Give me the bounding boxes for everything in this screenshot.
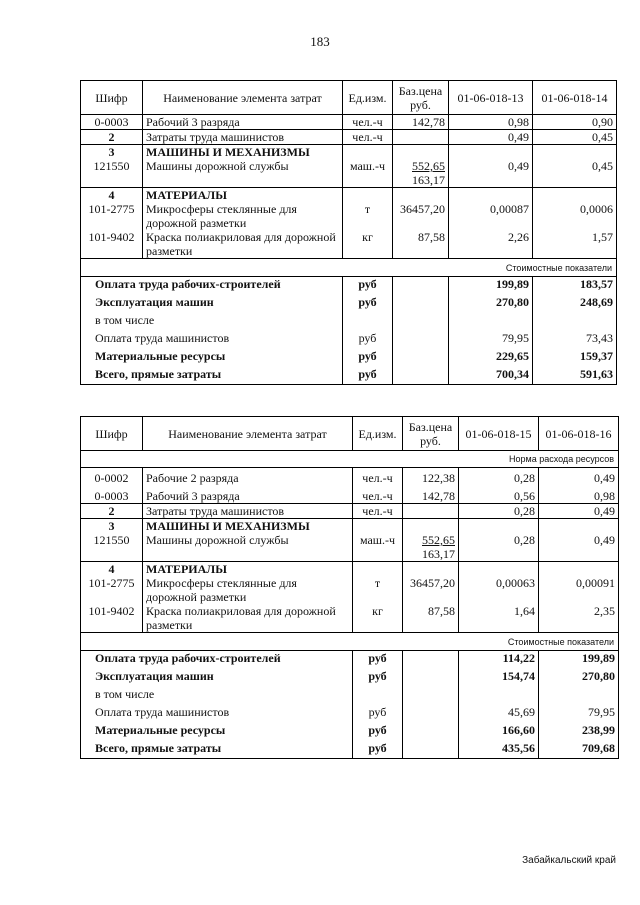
summary-value-2: 79,95 [539,705,619,723]
row-value-2: 0,00091 [539,576,619,604]
table-row [81,533,619,562]
row-unit: кг [343,230,393,259]
row-code: 0-0003 [81,115,143,130]
summary-name: Оплата труда рабочих-строителей [81,277,343,295]
section-title: МАШИНЫ И МЕХАНИЗМЫ [143,519,353,534]
row-name: Затраты труда машинистов [143,130,343,145]
summary-unit: руб [353,723,403,741]
summary-name: Эксплуатация машин [81,295,343,313]
summary-row [81,349,617,367]
summary-value-1: 270,80 [449,295,533,313]
table-row [81,115,617,130]
row-unit: чел.-ч [343,115,393,130]
row-price: 552,65 [412,159,445,173]
summary-value-2: 73,43 [533,331,617,349]
row-price-secondary: 163,17 [422,547,455,561]
summary-name: Оплата труда машинистов [81,705,353,723]
row-price: 87,58 [393,230,449,259]
table-row [81,562,619,577]
table-row [81,145,617,160]
summary-value-2: 591,63 [533,367,617,385]
summary-row [81,313,617,331]
summary-name: в том числе [81,313,343,331]
row-name: Микросферы стеклянные для дорожной разметки [143,202,343,230]
row-price-secondary: 163,17 [412,173,445,187]
row-unit: чел.-ч [343,130,393,145]
row-value-1: 0,49 [449,130,533,145]
header-unit: Ед.изм. [343,81,393,115]
summary-name: Всего, прямые затраты [81,367,343,385]
page-number: 183 [310,34,330,49]
resource-table-1 [80,80,617,385]
table-row [81,486,619,504]
header-column-1: 01-06-018-15 [459,417,539,451]
row-code: 2 [81,130,143,145]
summary-unit: руб [343,367,393,385]
section-title: МАШИНЫ И МЕХАНИЗМЫ [143,145,343,160]
row-value-1: 2,26 [449,230,533,259]
table-row [81,159,617,188]
row-unit: чел.-ч [353,468,403,486]
row-name: Рабочие 2 разряда [143,468,353,486]
row-unit: кг [353,604,403,633]
row-value-1: 0,49 [449,159,533,188]
cost-indicators-caption: Стоимостные показатели [81,633,619,651]
summary-name: Оплата труда машинистов [81,331,343,349]
summary-value-1: 114,22 [459,651,539,669]
row-price: 87,58 [403,604,459,633]
summary-row [81,705,619,723]
row-unit: чел.-ч [353,486,403,504]
row-value-1: 0,00087 [449,202,533,230]
row-value-1: 0,28 [459,533,539,562]
summary-row [81,295,617,313]
summary-name: в том числе [81,687,353,705]
summary-unit: руб [353,651,403,669]
row-price: 36457,20 [393,202,449,230]
row-value-2: 0,45 [533,159,617,188]
summary-value-1: 166,60 [459,723,539,741]
summary-row [81,651,619,669]
row-value-1: 0,28 [459,504,539,519]
header-column-1: 01-06-018-13 [449,81,533,115]
row-code: 2 [81,504,143,519]
header-column-2: 01-06-018-14 [533,81,617,115]
row-code: 101-2775 [81,202,143,230]
row-value-1: 0,00063 [459,576,539,604]
table-row [81,130,617,145]
row-code: 101-9402 [81,604,143,633]
row-code: 4 [81,188,143,203]
table-header [81,81,617,115]
summary-row [81,331,617,349]
table-row [81,604,619,633]
table-row [81,188,617,203]
summary-value-1: 79,95 [449,331,533,349]
summary-row [81,723,619,741]
summary-value-2: 159,37 [533,349,617,367]
row-value-2: 0,49 [539,504,619,519]
row-name: Рабочий 3 разряда [143,486,353,504]
table-row [81,230,617,259]
row-value-2: 0,49 [539,533,619,562]
summary-row [81,741,619,759]
header-base-price: Баз.цена руб. [403,417,459,451]
summary-name: Оплата труда рабочих-строителей [81,651,353,669]
row-unit: т [353,576,403,604]
summary-name: Материальные ресурсы [81,723,353,741]
summary-row [81,367,617,385]
summary-unit: руб [343,331,393,349]
row-price: 122,38 [403,468,459,486]
row-name: Затраты труда машинистов [143,504,353,519]
row-value-1: 0,28 [459,468,539,486]
table-row [81,504,619,519]
section-title: МАТЕРИАЛЫ [143,562,353,577]
row-price: 142,78 [393,115,449,130]
caption-row [81,633,619,651]
page-footer: Забайкальский край [522,855,616,866]
caption-row [81,259,617,277]
row-value-2: 2,35 [539,604,619,633]
row-price: 552,65 [422,533,455,547]
header-unit: Ед.изм. [353,417,403,451]
summary-name: Эксплуатация машин [81,669,353,687]
row-value-1: 0,98 [449,115,533,130]
resource-table-2 [80,416,619,759]
row-name: Рабочий 3 разряда [143,115,343,130]
summary-value-1: 700,34 [449,367,533,385]
row-code: 101-9402 [81,230,143,259]
table-row [81,202,617,230]
summary-value-1: 45,69 [459,705,539,723]
summary-value-1: 229,65 [449,349,533,367]
row-price: 36457,20 [403,576,459,604]
header-name: Наименование элемента затрат [143,81,343,115]
row-value-2: 0,49 [539,468,619,486]
header-column-2: 01-06-018-16 [539,417,619,451]
table-row [81,468,619,486]
summary-row [81,277,617,295]
row-value-1: 0,56 [459,486,539,504]
row-value-1: 1,64 [459,604,539,633]
summary-unit: руб [343,277,393,295]
summary-value-2: 248,69 [533,295,617,313]
row-code: 4 [81,562,143,577]
row-value-2: 0,90 [533,115,617,130]
row-name: Машины дорожной службы [143,533,353,562]
row-name: Микросферы стеклянные для дорожной разметки [143,576,353,604]
summary-value-2: 199,89 [539,651,619,669]
summary-value-1: 154,74 [459,669,539,687]
row-code: 0-0003 [81,486,143,504]
table-row [81,576,619,604]
row-code: 121550 [81,159,143,188]
section-title: МАТЕРИАЛЫ [143,188,343,203]
summary-value-2: 270,80 [539,669,619,687]
row-code: 3 [81,519,143,534]
summary-unit: руб [343,349,393,367]
summary-value-2: 709,68 [539,741,619,759]
row-unit: чел.-ч [353,504,403,519]
table-row [81,519,619,534]
row-code: 101-2775 [81,576,143,604]
summary-value-1: 199,89 [449,277,533,295]
row-value-2: 0,0006 [533,202,617,230]
row-code: 0-0002 [81,468,143,486]
row-name: Краска полиакриловая для дорожной разметки [143,230,343,259]
row-unit: маш.-ч [343,159,393,188]
summary-unit: руб [353,705,403,723]
summary-name: Всего, прямые затраты [81,741,353,759]
cost-indicators-caption: Стоимостные показатели [81,259,617,277]
summary-unit: руб [343,295,393,313]
summary-value-1: 435,56 [459,741,539,759]
summary-row [81,687,619,705]
header-code: Шифр [81,81,143,115]
header-name: Наименование элемента затрат [143,417,353,451]
header-base-price: Баз.цена руб. [393,81,449,115]
summary-row [81,669,619,687]
table-header [81,417,619,451]
row-value-2: 0,45 [533,130,617,145]
row-unit: маш.-ч [353,533,403,562]
row-price: 142,78 [403,486,459,504]
row-value-2: 1,57 [533,230,617,259]
row-code: 121550 [81,533,143,562]
row-unit: т [343,202,393,230]
caption-row [81,451,619,468]
header-code: Шифр [81,417,143,451]
summary-unit: руб [353,669,403,687]
row-name: Краска полиакриловая для дорожной разметки [143,604,353,633]
summary-unit: руб [353,741,403,759]
row-code: 3 [81,145,143,160]
summary-value-2: 238,99 [539,723,619,741]
row-value-2: 0,98 [539,486,619,504]
summary-name: Материальные ресурсы [81,349,343,367]
summary-value-2: 183,57 [533,277,617,295]
row-name: Машины дорожной службы [143,159,343,188]
resource-norm-caption: Норма расхода ресурсов [81,451,619,468]
